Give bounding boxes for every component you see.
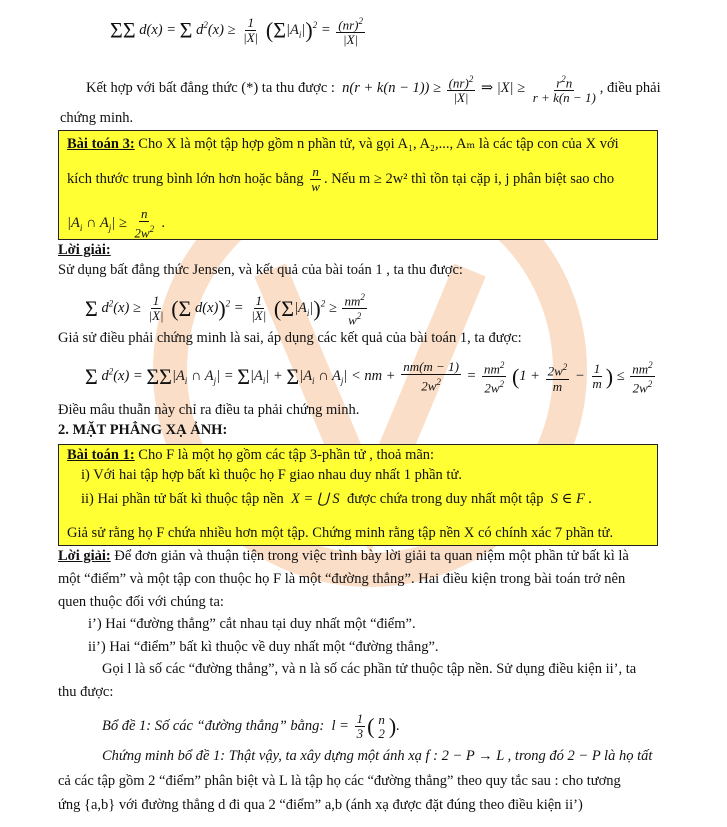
problem-3-box bbox=[58, 130, 658, 240]
solution-2-line-1 bbox=[58, 546, 629, 566]
lemma-1: Bổ đề 1: Số các “đường thẳng” bằng: l = $\frac{1}{3}$ ( n 2 ). bbox=[102, 711, 400, 741]
formula-jensen: Σ $d^2(x)$ ≥ $\frac{1}{|X|}$ (Σ d(x))$^2$ = $\frac{1}{|X|}$ $(\Sigma|A_i|)^2$ ≥ $\frac{nm^2}{w^2}$ bbox=[85, 292, 365, 328]
paragraph-combine-end: chứng minh. bbox=[60, 110, 134, 126]
solution-2-text-3: quen thuộc đối với chúng ta: bbox=[58, 594, 224, 610]
solution-2-text-5: thu được: bbox=[58, 684, 114, 700]
problem-3-label: Bài toán 3: bbox=[67, 136, 135, 152]
formula-inequality: n(r + k(n − 1)) ≥ $\frac{(nr)^2}{|X|}$ ⇒ |X| ≥ $\frac{r^2n}{r + k(n - 1)}$ bbox=[338, 74, 596, 106]
problem-3-text-2a: kích thước trung bình lớn hơn hoặc bằng bbox=[67, 170, 304, 187]
section-2-heading: 2. MẶT PHẲNG XẠ ẢNH: bbox=[58, 422, 228, 438]
problem-3-line-1 bbox=[67, 134, 619, 154]
proof-text-3: ứng {a,b} với đường thẳng d đi qua 2 “điểm” a,b (ánh xạ được đặt đúng theo điều kiện ii’) bbox=[58, 797, 583, 813]
proof-text-1: Chứng minh bổ đề 1: Thật vậy, ta xây dựng một ánh xạ f : 2 − P → L , trong đó 2 − P là họ tất bbox=[102, 748, 653, 764]
solution-2-text-1: Để đơn giản và thuận tiện trong việc trình bày lời giải ta quan niệm một phần tử bất kì là bbox=[114, 548, 629, 564]
formula-sum-degree: ΣΣ d(x) = Σ $d^2(x)$ ≥ $\frac{1}{|X|}$ $(\Sigma|A_i|)^2$ = $\frac{(nr)^2}{|X|}$ bbox=[110, 15, 363, 48]
problem-3-line-2: kích thước trung bình lớn hơn hoặc bằng $\frac{n}{w}$ . Nếu m ≥ 2w² thì tồn tại cặp i, j phân biệt sao cho bbox=[67, 164, 615, 194]
problem-3-text-2b: . Nếu m ≥ 2w² thì tồn tại cặp i, j phân biệt sao cho bbox=[323, 170, 615, 187]
problem-1-condition-1: i) Với hai tập hợp bất kì thuộc họ F giao nhau duy nhất 1 phần tử. bbox=[81, 467, 462, 483]
solution-2-item-1: i’) Hai “đường thẳng” cắt nhau tại duy nhất một “điểm”. bbox=[88, 616, 416, 632]
problem-1-line-1 bbox=[67, 445, 434, 465]
problem-1-text-2: Giả sử rằng họ F chứa nhiều hơn một tập. Chứng minh rằng tập nền X có chính xác 7 phần tử. bbox=[67, 525, 614, 541]
solution-1-text-3: Điều mâu thuẫn này chỉ ra điều ta phải chứng minh. bbox=[58, 402, 360, 418]
problem-1-condition-2a: ii) Hai phần tử bất kì thuộc tập nền bbox=[81, 491, 284, 507]
paragraph-combine-lead: Kết hợp với bất đẳng thức (*) ta thu được : bbox=[86, 79, 335, 96]
solution-2-label: Lời giải: bbox=[58, 548, 111, 564]
solution-2-text-2: một “điểm” và một tập con thuộc họ F là một “đường thẳng”. Hai điều kiện trong bài toán trở nên bbox=[58, 571, 626, 587]
solution-1-label: Lời giải: bbox=[58, 242, 111, 258]
problem-1-label: Bài toán 1: bbox=[67, 447, 135, 463]
problem-1-text-1: Cho F là một họ gồm các tập 3-phần tử , thoả mãn: bbox=[138, 447, 435, 463]
paragraph-combine bbox=[86, 72, 661, 105]
lemma-1-text: Bổ đề 1: Số các “đường thẳng” bằng: bbox=[102, 717, 325, 734]
problem-3-text-1: Cho X là một tập hợp gồm n phần tử, và gọi A₁, A₂,..., Aₘ là các tập con của X với bbox=[138, 136, 619, 152]
solution-2-item-2: ii’) Hai “điểm” bất kì thuộc về duy nhất một “đường thẳng”. bbox=[88, 639, 439, 655]
formula-contradiction: Σ $d^2(x) = \Sigma\Sigma|A_i$ ∩ $A_j| = \Sigma|A_i| + \Sigma|A_i$ ∩ $A_j|$ < nm + $\frac{nm(m - 1)}{2w^2}$ = $\frac{nm^2}{2w^2}$ (1 + $\frac{2w^2}{m}$ − $\frac{1}{m}$ ) ≤ $\frac{nm^2}{2w^2}$ bbox=[85, 359, 653, 396]
solution-2-text-4: Gọi l là số các “đường thẳng”, và n là số các phần tử thuộc tập nền. Sử dụng điều kiện ii’, ta bbox=[102, 661, 637, 677]
solution-1-text-1: Sử dụng bất đẳng thức Jensen, và kết quả của bài toán 1 , ta thu được: bbox=[58, 262, 463, 278]
problem-1-condition-2: ii) Hai phần tử bất kì thuộc tập nền X = ⋃ S được chứa trong duy nhất một tập S ∈ F . bbox=[81, 491, 593, 507]
solution-1-text-2: Giả sử điều phải chứng minh là sai, áp dụng các kết quả của bài toán 1, ta được: bbox=[58, 330, 522, 346]
proof-text-2: cả các tập gồm 2 “điểm” phân biệt và L là tập họ các “đường thẳng” theo quy tắc sau : cho tương bbox=[58, 773, 621, 789]
problem-1-box bbox=[58, 444, 658, 546]
problem-1-condition-2b: được chứa trong duy nhất một tập bbox=[346, 491, 544, 507]
problem-3-formula: $|A_i$ ∩ $A_j|$ ≥ $\frac{n}{2w^2}$ . bbox=[67, 206, 166, 241]
paragraph-combine-tail: , điều phải bbox=[599, 79, 661, 96]
